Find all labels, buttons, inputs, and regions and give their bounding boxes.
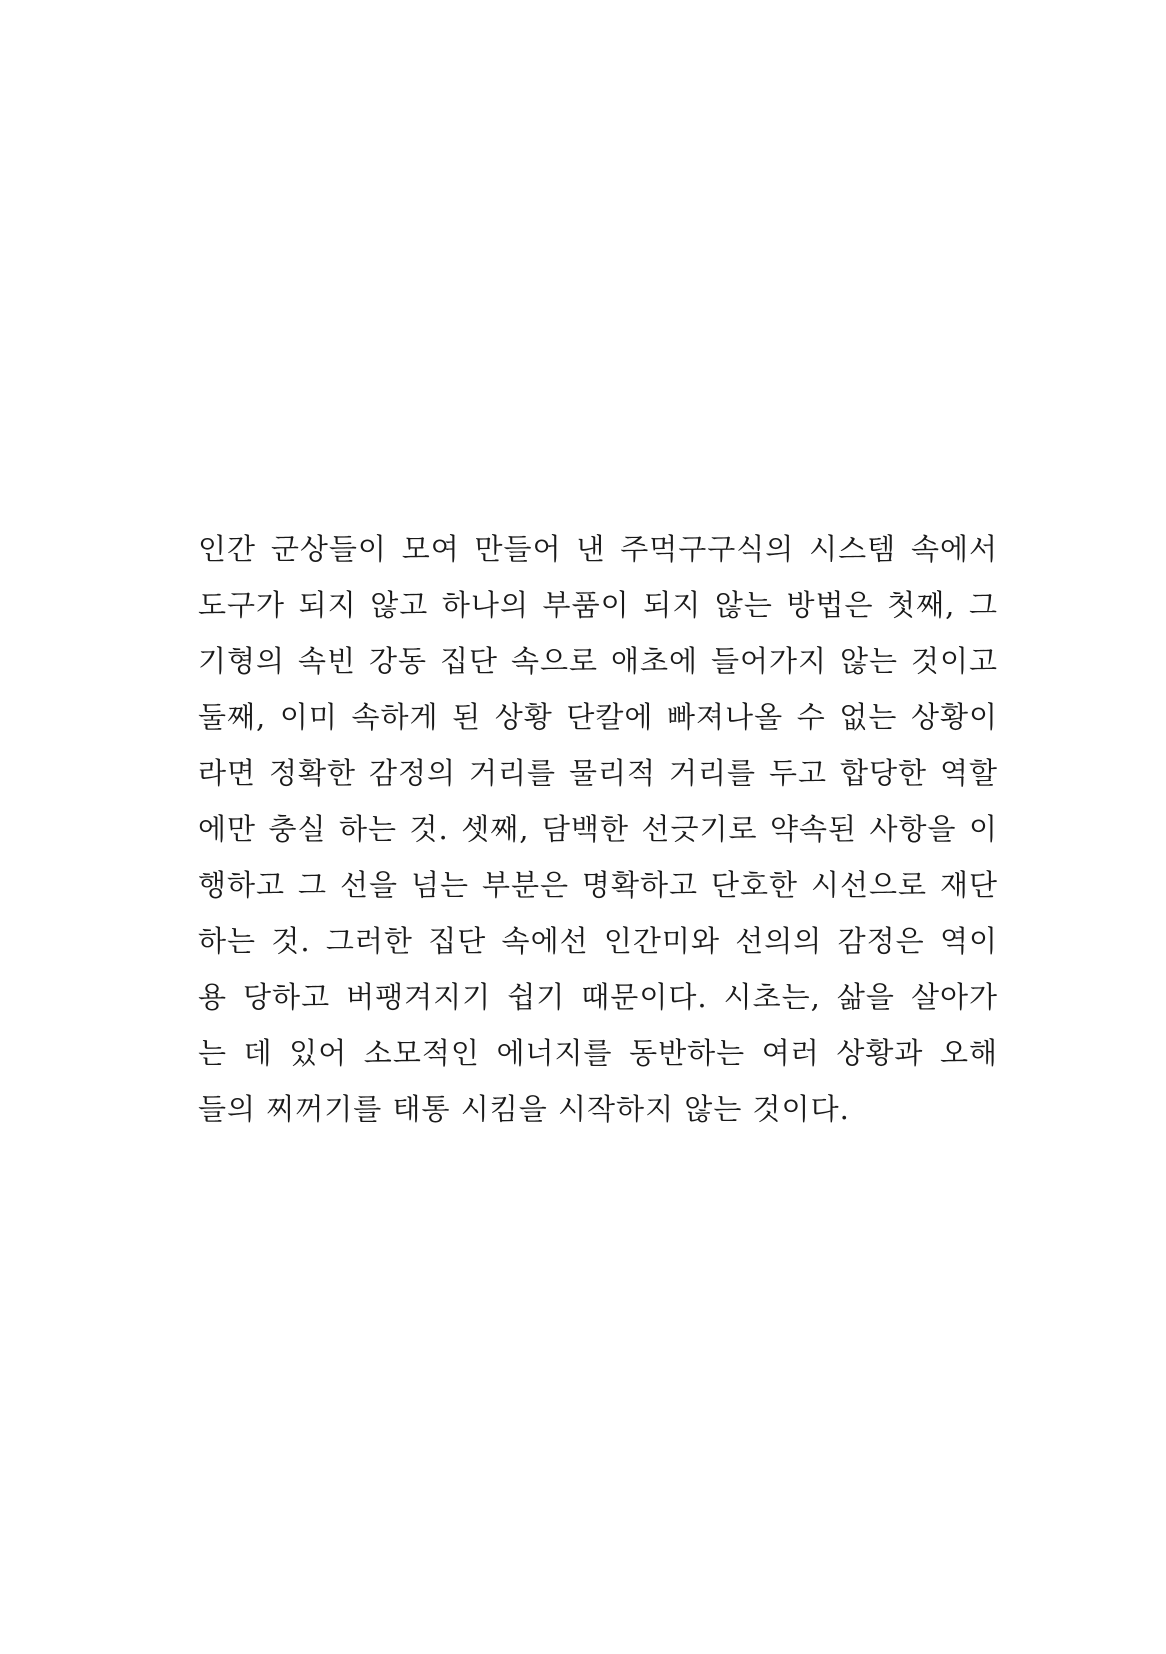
text-line-7: 행하고 그 선을 넘는 부분은 명확하고 단호한 시선으로 재단: [198, 868, 998, 902]
text-line-11: 들의 찌꺼기를 태통 시킴을 시작하지 않는 것이다.: [198, 1092, 850, 1126]
text-line-6: 에만 충실 하는 것. 셋째, 담백한 선긋기로 약속된 사항을 이: [198, 812, 998, 846]
handwritten-paragraph: [198, 521, 998, 1137]
text-line-5: 라면 정확한 감정의 거리를 물리적 거리를 두고 합당한 역할: [198, 756, 998, 790]
text-line-10: 는 데 있어 소모적인 에너지를 동반하는 여러 상황과 오해: [198, 1036, 998, 1070]
text-line-1: 인간 군상들이 모여 만들어 낸 주먹구구식의 시스템 속에서: [198, 532, 998, 566]
text-line-8: 하는 것. 그러한 집단 속에선 인간미와 선의의 감정은 역이: [198, 924, 998, 958]
text-line-9: 용 당하고 버팽겨지기 쉽기 때문이다. 시초는, 삶을 살아가: [198, 980, 998, 1014]
text-line-2: 도구가 되지 않고 하나의 부품이 되지 않는 방법은 첫째, 그: [198, 588, 998, 622]
text-line-4: 둘째, 이미 속하게 된 상황 단칼에 빠져나올 수 없는 상황이: [198, 700, 998, 734]
text-line-3: 기형의 속빈 강동 집단 속으로 애초에 들어가지 않는 것이고: [198, 644, 998, 678]
